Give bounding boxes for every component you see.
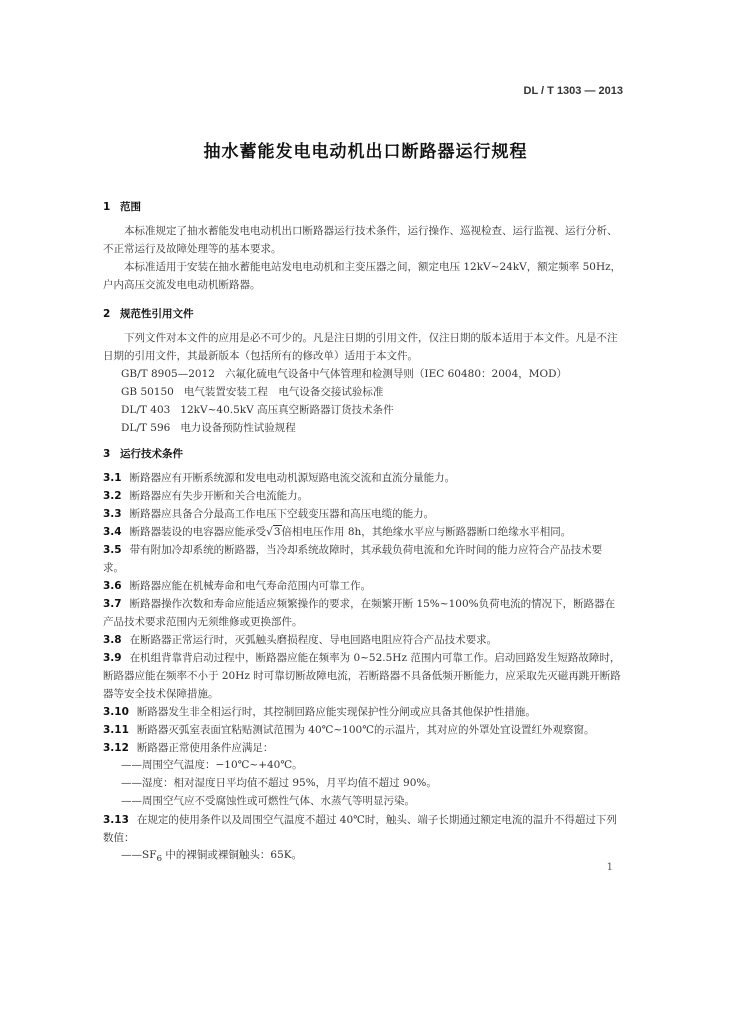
list-item: ——周围空气应不受腐蚀性或可燃性气体、水蒸气等明显污染。 (121, 795, 415, 807)
reference-code: DL/T 596 (121, 422, 171, 434)
clause-text: 在机组背靠背启动过程中，断路器应能在频率为 0~52.5Hz 范围内可靠工作。启动回路发生短路故障时，断路器应能在频率不小于 20Hz 时可靠切断故障电流，若断路器不具备低频开断能力，应采取先灭磁再跳开断路器等安全技术保障措施。 (103, 652, 621, 700)
clause-text: 在规定的使用条件以及周围空气温度不超过 40℃时，触头、端子长期通过额定电流的温升不得超过下列数值： (103, 814, 617, 844)
clause-number: 3.4 (103, 526, 122, 538)
clause-text: 断路器应有开断系统源和发电电动机源短路电流交流和直流分量能力。 (129, 472, 456, 484)
clause-text: 断路器正常使用条件应满足： (136, 742, 274, 754)
clause (103, 469, 623, 487)
sqrt-value: 3 (273, 526, 281, 538)
section-heading-1 (103, 199, 141, 214)
clause-number: 3.2 (103, 490, 122, 502)
list-item: ——湿度：相对湿度日平均值不超过 95%，月平均值不超过 90%。 (121, 777, 437, 789)
clause (103, 649, 623, 703)
section-number: 1 (103, 201, 111, 213)
section-number: 2 (103, 308, 111, 320)
section-title: 范围 (120, 201, 141, 213)
clause-text: 断路器灭弧室表面宜粘贴测试范围为 40℃~100℃的示温片，其对应的外罩处宜设置红外观察窗。 (136, 724, 595, 736)
reference-item (121, 402, 394, 417)
page-number: 1 (606, 862, 613, 873)
reference-title: 电力设备预防性试验规程 (180, 422, 296, 434)
clause-text: 断路器装设的电容器应能承受 (129, 526, 267, 538)
reference-code: GB 50150 (121, 386, 174, 398)
clause (103, 487, 623, 505)
clause-number: 3.13 (103, 814, 129, 826)
clause-text: 断路器操作次数和寿命应能适应频繁操作的要求，在频繁开断 15%~100%负荷电流的情况下，断路器在产品技术要求范围内无须维修或更换部件。 (103, 598, 616, 628)
clause-number: 3.9 (103, 652, 122, 664)
standard-code: DL / T 1303 — 2013 (523, 85, 623, 97)
subscript: 6 (156, 854, 163, 865)
clause-number: 3.12 (103, 742, 129, 754)
reference-item (121, 366, 567, 381)
clause-text: 断路器应有失步开断和关合电流能力。 (129, 490, 309, 502)
reference-code: GB/T 8905—2012 (121, 368, 215, 380)
clause (103, 595, 623, 631)
section-title: 运行技术条件 (120, 448, 183, 460)
section-heading-2 (103, 306, 194, 321)
sqrt-symbol: √ (266, 526, 273, 538)
clause-number: 3.5 (103, 544, 122, 556)
clause-text: 断路器发生非全相运行时，其控制回路应能实现保护性分闸或应具备其他保护性措施。 (136, 706, 536, 718)
document-title: 抽水蓄能发电电动机出口断路器运行规程 (203, 142, 528, 162)
clause (103, 703, 623, 721)
clause (103, 523, 623, 541)
clause-text-cont: 倍相电压作用 8h，其绝缘水平应与断路器断口绝缘水平相同。 (281, 526, 572, 538)
reference-item (121, 420, 296, 435)
list-item (121, 847, 302, 864)
clause (103, 505, 623, 523)
list-item: ——周围空气温度：−10℃~+40℃。 (121, 759, 303, 771)
clause-text: 断路器应能在机械寿命和电气寿命范围内可靠工作。 (129, 580, 372, 592)
reference-code: DL/T 403 (121, 404, 171, 416)
clause-text: 带有附加冷却系统的断路器，当冷却系统故障时，其承载负荷电流和允许时间的能力应符合产品技术要求。 (103, 544, 603, 574)
clause (103, 631, 623, 649)
section-heading-3 (103, 446, 183, 461)
reference-title: 电气装置安装工程 电气设备交接试验标准 (183, 386, 384, 398)
clause-number: 3.3 (103, 508, 122, 520)
section-title: 规范性引用文件 (120, 308, 194, 320)
clause-number: 3.8 (103, 634, 122, 646)
clause (103, 739, 623, 757)
paragraph: 下列文件对本文件的应用是必不可少的。凡是注日期的引用文件，仅注日期的版本适用于本文件。凡是不注日期的引用文件，其最新版本（包括所有的修改单）适用于本文件。 (103, 332, 618, 362)
clause (103, 721, 623, 739)
section-number: 3 (103, 448, 111, 460)
clause-number: 3.10 (103, 706, 129, 718)
clause-number: 3.7 (103, 598, 122, 610)
clause-number: 3.11 (103, 724, 129, 736)
paragraph: 本标准规定了抽水蓄能发电电动机出口断路器运行技术条件，运行操作、巡视检查、运行监视、运行分析、不正常运行及故障处理等的基本要求。 (103, 225, 618, 255)
list-item-post: 中的裸铜或裸铜触头：65K。 (162, 849, 303, 861)
paragraph: 本标准适用于安装在抽水蓄能电站发电电动机和主变压器之间，额定电压 12kV~24kV，额定频率 50Hz，户内高压交流发电电动机断路器。 (103, 261, 622, 291)
reference-title: 六氟化硫电气设备中气体管理和检测导则（IEC 60480：2004，MOD） (224, 368, 568, 380)
clause (103, 811, 623, 847)
clause-number: 3.6 (103, 580, 122, 592)
clause-text: 在断路器正常运行时，灭弧触头磨损程度、导电回路电阻应符合产品技术要求。 (129, 634, 498, 646)
clause-text: 断路器应具备合分最高工作电压下空载变压器和高压电缆的能力。 (129, 508, 435, 520)
reference-item (121, 384, 383, 399)
list-item-pre: ——SF (121, 849, 157, 861)
reference-title: 12kV~40.5kV 高压真空断路器订货技术条件 (180, 404, 394, 416)
clause-number: 3.1 (103, 472, 122, 484)
clause (103, 577, 623, 595)
clause (103, 541, 623, 577)
